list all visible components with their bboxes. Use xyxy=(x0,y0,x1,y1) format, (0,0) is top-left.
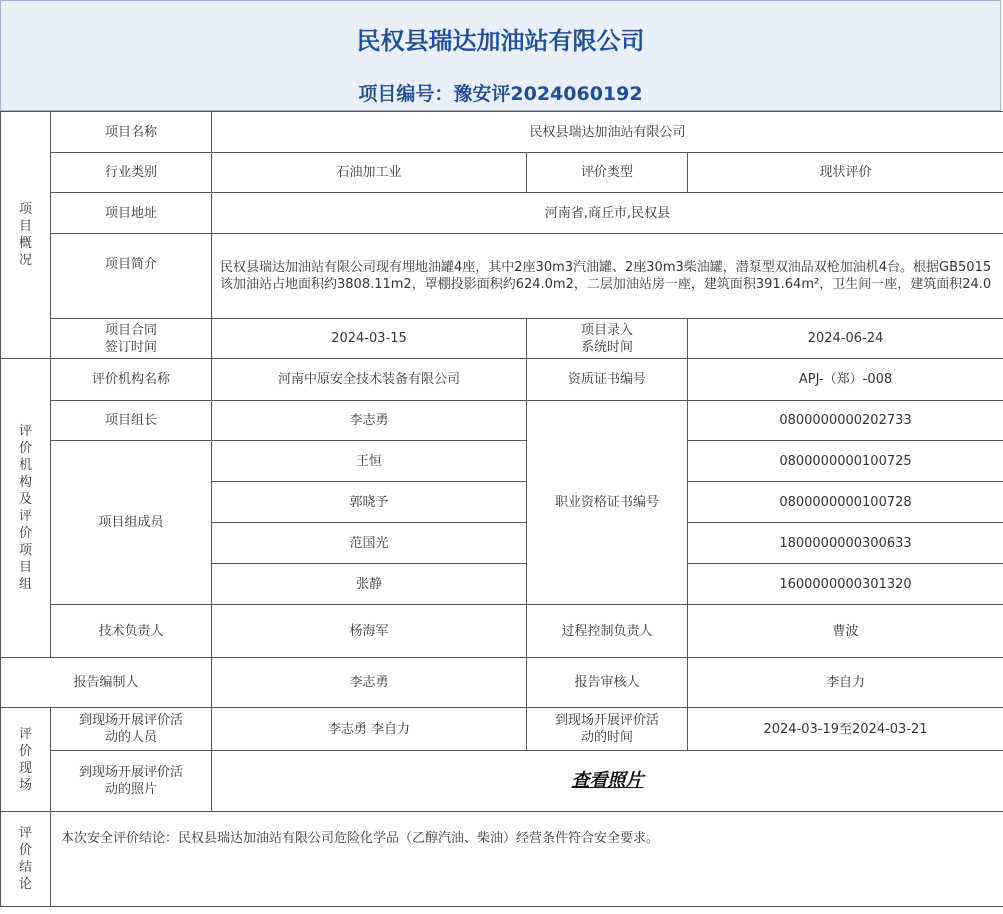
member-cert: 1600000000301320 xyxy=(688,564,1003,605)
industry-value: 石油加工业 xyxy=(212,153,527,193)
agency-name-label: 评价机构名称 xyxy=(51,359,212,401)
table-row xyxy=(1,112,1003,153)
page-header xyxy=(0,0,1001,111)
report-reviewer-value: 李自力 xyxy=(688,658,1003,708)
report-writer-value: 李志勇 xyxy=(212,658,527,708)
tech-lead-value: 杨海军 xyxy=(212,605,527,658)
section-label-overview: 项目概况 xyxy=(1,112,51,359)
agency-name-value: 河南中原安全技术装备有限公司 xyxy=(212,359,527,401)
leader-cert-value: 0800000000202733 xyxy=(688,401,1003,441)
leader-value: 李志勇 xyxy=(212,401,527,441)
conclusion-text: 本次安全评价结论：民权县瑞达加油站有限公司危险化学品（乙醇汽油、柴油）经营条件符合安全要求。 xyxy=(51,812,1003,907)
eval-type-value: 现状评价 xyxy=(688,153,1003,193)
site-staff-value: 李志勇 李自力 xyxy=(212,708,527,751)
table-row xyxy=(1,812,1003,907)
member-name: 范国光 xyxy=(212,523,527,564)
page-title: 民权县瑞达加油站有限公司 xyxy=(356,27,645,55)
site-time-value: 2024-03-19至2024-03-21 xyxy=(688,708,1003,751)
eval-type-label: 评价类型 xyxy=(527,153,688,193)
process-lead-value: 曹波 xyxy=(688,605,1003,658)
section-label-conclusion: 评价结论 xyxy=(1,812,51,907)
leader-label: 项目组长 xyxy=(51,401,212,441)
cert-no-label: 资质证书编号 xyxy=(527,359,688,401)
section-label-agency: 评价机构及评价项目组 xyxy=(1,359,51,658)
table-row xyxy=(1,441,1003,482)
table-row xyxy=(1,708,1003,751)
table-row xyxy=(1,193,1003,234)
site-photos-label: 到现场开展评价活动的照片 xyxy=(51,751,212,812)
table-row xyxy=(1,359,1003,401)
project-info-table xyxy=(0,111,1003,907)
table-row xyxy=(1,234,1003,319)
member-name: 郭晓予 xyxy=(212,482,527,523)
table-row xyxy=(1,401,1003,441)
intro-value xyxy=(212,234,1003,319)
site-staff-label: 到现场开展评价活动的人员 xyxy=(51,708,212,751)
table-row xyxy=(1,751,1003,812)
site-photos-cell xyxy=(212,751,1003,812)
tech-lead-label: 技术负责人 xyxy=(51,605,212,658)
intro-label: 项目简介 xyxy=(51,234,212,319)
table-row xyxy=(1,319,1003,359)
project-name-label: 项目名称 xyxy=(51,112,212,153)
project-name-value: 民权县瑞达加油站有限公司 xyxy=(212,112,1003,153)
industry-label: 行业类别 xyxy=(51,153,212,193)
intro-line-2: 该加油站占地面积约3808.11m2，罩棚投影面积约624.0m2，二层加油站房一座，建筑面积391.64m²，卫生间一座，建筑面积24.0 xyxy=(220,277,992,292)
contract-time-label: 项目合同签订时间 xyxy=(51,319,212,359)
view-photos-link[interactable]: 查看照片 xyxy=(571,769,644,791)
member-name: 张静 xyxy=(212,564,527,605)
contract-time-value: 2024-03-15 xyxy=(212,319,527,359)
process-lead-label: 过程控制负责人 xyxy=(527,605,688,658)
site-time-label: 到现场开展评价活动的时间 xyxy=(527,708,688,751)
member-cert: 1800000000300633 xyxy=(688,523,1003,564)
address-label: 项目地址 xyxy=(51,193,212,234)
table-row xyxy=(1,658,1003,708)
qual-cert-label: 职业资格证书编号 xyxy=(527,401,688,605)
report-writer-label: 报告编制人 xyxy=(1,658,212,708)
section-label-site: 评价现场 xyxy=(1,708,51,812)
project-number: 项目编号：豫安评2024060192 xyxy=(358,83,643,105)
entry-time-value: 2024-06-24 xyxy=(688,319,1003,359)
member-name: 王恒 xyxy=(212,441,527,482)
report-reviewer-label: 报告审核人 xyxy=(527,658,688,708)
cert-no-value: APJ-（郑）-008 xyxy=(688,359,1003,401)
member-cert: 0800000000100725 xyxy=(688,441,1003,482)
intro-line-1: 民权县瑞达加油站有限公司现有埋地油罐4座，其中2座30m3汽油罐、2座30m3柴油罐，潜泵型双油品双枪加油机4台。根据GB5015 xyxy=(220,260,992,275)
members-label: 项目组成员 xyxy=(51,441,212,605)
table-row xyxy=(1,153,1003,193)
address-value: 河南省,商丘市,民权县 xyxy=(212,193,1003,234)
member-cert: 0800000000100728 xyxy=(688,482,1003,523)
entry-time-label: 项目录入系统时间 xyxy=(527,319,688,359)
table-row xyxy=(1,605,1003,658)
